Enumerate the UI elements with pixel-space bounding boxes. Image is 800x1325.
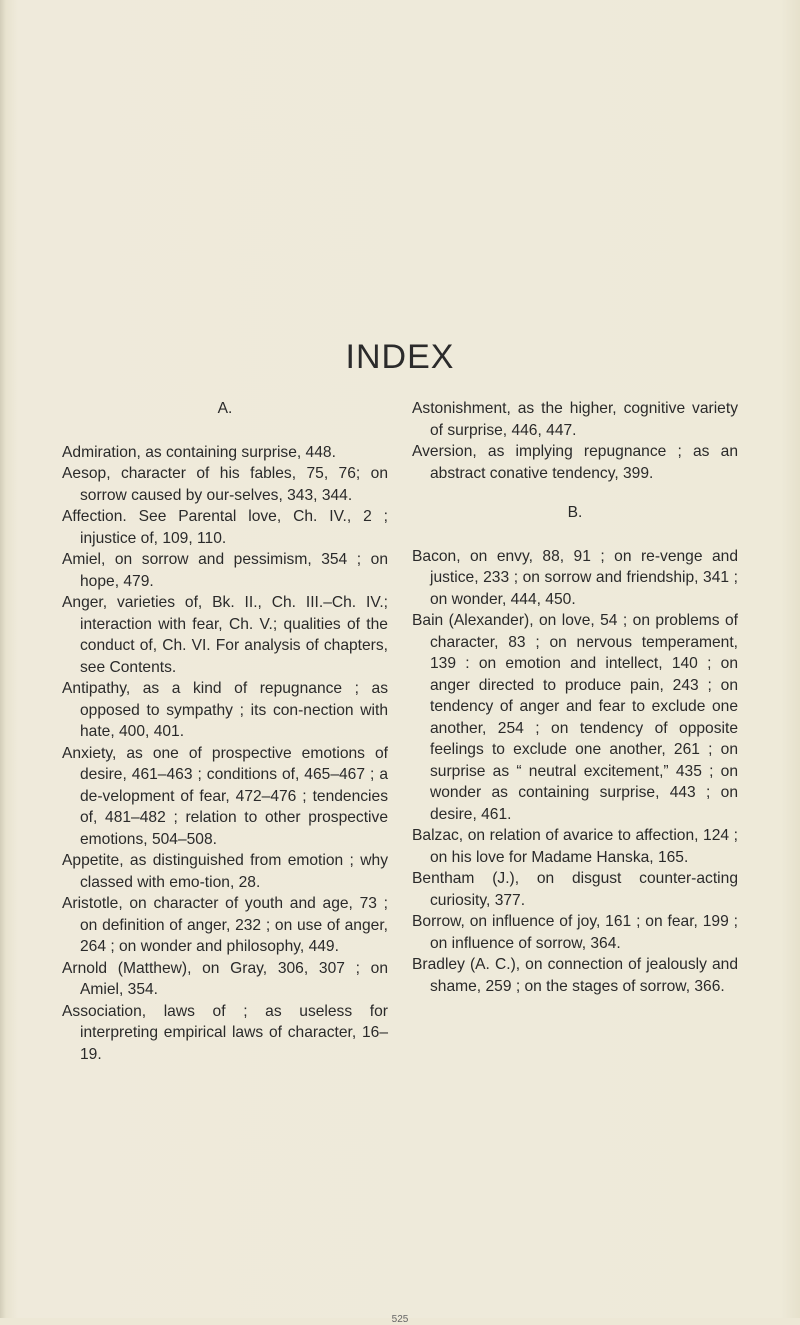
index-entry: Affection. See Parental love, Ch. IV., 2 ; injustice of, 109, 110. xyxy=(62,508,388,547)
index-entry: Anxiety, as one of prospective emotions of desire, 461–463 ; conditions of, 465–467 ; a de-velopment of fear, 472–476 ; tendencies of, 481–482 ; relation to other prospective emotions, 504–508. xyxy=(62,744,388,848)
index-column-right xyxy=(412,398,738,997)
page-number: 525 xyxy=(391,1314,409,1325)
page-edge-shadow xyxy=(0,0,6,1318)
page-title: INDEX xyxy=(345,338,455,376)
index-entry: Aesop, character of his fables, 75, 76; on sorrow caused by our-selves, 343, 344. xyxy=(62,465,388,504)
index-entry: Bain (Alexander), on love, 54 ; on problems of character, 83 ; on nervous temperament, 139 : on emotion and intellect, 140 ; on anger directed to produce pain, 243 ; on tendency of anger and fear to exclude one another, 254 ; on tendency of opposite feelings to exclude one another, 261 ; on surprise as “ neutral excitement,” 435 ; on wonder as containing surprise, 443 ; on desire, 461. xyxy=(412,612,738,823)
index-entry: Amiel, on sorrow and pessimism, 354 ; on hope, 479. xyxy=(62,551,388,590)
index-entry: Bacon, on envy, 88, 91 ; on re-venge and justice, 233 ; on sorrow and friendship, 341 ; on wonder, 444, 450. xyxy=(412,547,738,608)
index-entry: Antipathy, as a kind of repugnance ; as opposed to sympathy ; its con-nection with hate, 400, 401. xyxy=(62,680,388,740)
section-letter-b: B. xyxy=(567,504,583,521)
index-entry: Arnold (Matthew), on Gray, 306, 307 ; on Amiel, 354. xyxy=(62,959,388,998)
index-entry: Borrow, on influence of joy, 161 ; on fear, 199 ; on influence of sorrow, 364. xyxy=(412,913,738,952)
index-entry: Admiration, as containing surprise, 448. xyxy=(62,443,336,461)
index-entry: Astonishment, as the higher, cognitive variety of surprise, 446, 447. xyxy=(412,400,738,439)
index-entry: Balzac, on relation of avarice to affection, 124 ; on his love for Madame Hanska, 165. xyxy=(412,827,738,866)
section-letter-a: A. xyxy=(217,400,233,417)
index-entry: Association, laws of ; as useless for interpreting empirical laws of character, 16–19. xyxy=(62,1002,388,1063)
index-entry: Bradley (A. C.), on connection of jealously and shame, 259 ; on the stages of sorrow, 366. xyxy=(412,956,738,995)
index-entry: Aversion, as implying repugnance ; as an abstract conative tendency, 399. xyxy=(412,443,738,482)
index-entry: Bentham (J.), on disgust counter-acting curiosity, 377. xyxy=(412,870,738,909)
index-column-left xyxy=(62,398,388,1065)
index-entry: Appetite, as distinguished from emotion ; why classed with emo-tion, 28. xyxy=(62,852,388,891)
index-entry: Aristotle, on character of youth and age, 73 ; on definition of anger, 232 ; on use of anger, 264 ; on wonder and philosophy, 449. xyxy=(62,895,388,955)
index-entry: Anger, varieties of, Bk. II., Ch. III.–Ch. IV.; interaction with fear, Ch. V.; qualities of the conduct of, Ch. VI. For analysis of chapters, see Contents. xyxy=(62,594,388,676)
